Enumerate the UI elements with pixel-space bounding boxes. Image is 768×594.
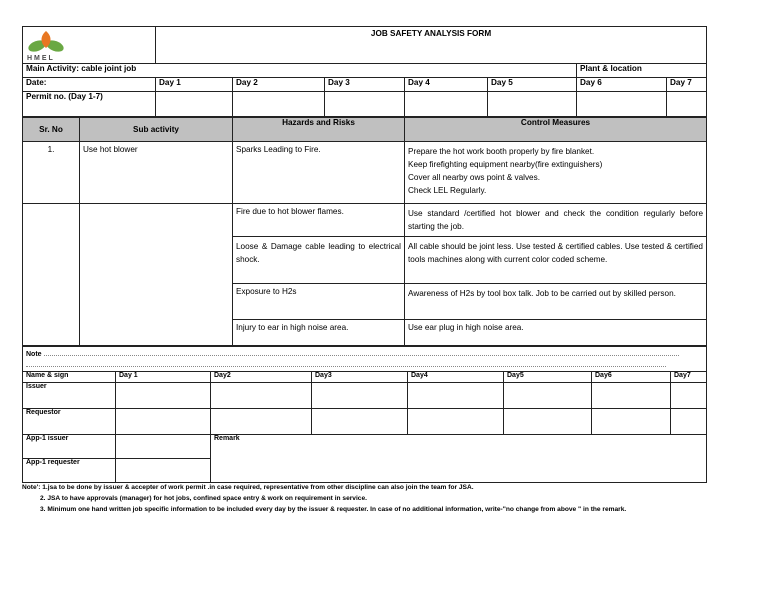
jsa-form xyxy=(22,26,706,483)
hazard-table xyxy=(22,117,707,346)
note-label: Note xyxy=(26,351,42,358)
sign-cell[interactable] xyxy=(671,409,707,435)
day-header: Day6 xyxy=(592,372,671,383)
control-cell: Use ear plug in high noise area. xyxy=(405,320,707,346)
permit-cell[interactable] xyxy=(233,92,325,117)
day-header: Day 1 xyxy=(156,78,233,92)
hazard-cell: Loose & Damage cable leading to electrical shock. xyxy=(233,237,405,284)
sign-cell[interactable] xyxy=(312,383,408,409)
sub-activity-cell xyxy=(80,204,233,346)
sign-cell[interactable] xyxy=(211,383,312,409)
day-header: Day7 xyxy=(671,372,707,383)
col-header-sr-no: Sr. No xyxy=(23,118,80,142)
sign-cell[interactable] xyxy=(211,409,312,435)
control-line: Cover all nearby ows point & valves. xyxy=(408,173,540,182)
day-header: Day5 xyxy=(504,372,592,383)
sr-no-cell: 1. xyxy=(23,142,80,204)
control-cell: Use standard /certified hot blower and check the condition regularly before starting the job. xyxy=(405,204,707,237)
app-issuer-label: App-1 issuer xyxy=(23,435,116,459)
control-cell: Awareness of H2s by tool box talk. Job to be carried out by skilled person. xyxy=(405,284,707,320)
hmel-logo-icon xyxy=(23,27,83,61)
sign-cell[interactable] xyxy=(408,383,504,409)
sign-cell[interactable] xyxy=(671,383,707,409)
footnote-line: Note': 1.jsa to be done by issuer & accepter of work permit .in case required, representative from other discipline can also join the team for JSA. xyxy=(22,484,474,491)
sign-cell[interactable] xyxy=(504,409,592,435)
sign-cell[interactable] xyxy=(312,409,408,435)
day-header: Day2 xyxy=(211,372,312,383)
note-area[interactable] xyxy=(23,347,707,372)
footnote-line: 3. Minimum one hand written job specific information to be included every day by the issuer & requester. In case of no additional information, write-"no change from above " in the remark. xyxy=(40,506,627,513)
day-header: Day 1 xyxy=(116,372,211,383)
footnote-line: 2. JSA to have approvals (manager) for hot jobs, confined space entry & work on requirement in service. xyxy=(40,495,367,502)
permit-cell[interactable] xyxy=(325,92,405,117)
signoff-table xyxy=(22,346,707,483)
permit-cell[interactable] xyxy=(156,92,233,117)
control-cell: All cable should be joint less. Use tested & certified cables. Use tested & certified tools machines along with current color coded scheme. xyxy=(405,237,707,284)
hazard-cell: Fire due to hot blower flames. xyxy=(233,204,405,237)
sign-cell[interactable] xyxy=(592,409,671,435)
col-header-controls: Control Measures xyxy=(405,118,707,142)
permit-cell[interactable] xyxy=(405,92,488,117)
permit-cell[interactable] xyxy=(667,92,707,117)
control-line: Check LEL Regularly. xyxy=(408,186,487,195)
logo-text: HMEL xyxy=(27,55,55,61)
col-header-hazards: Hazards and Risks xyxy=(233,118,405,142)
sign-cell[interactable] xyxy=(592,383,671,409)
name-sign-label: Name & sign xyxy=(23,372,116,383)
main-activity: Main Activity: cable joint job xyxy=(23,64,577,78)
sign-cell[interactable] xyxy=(116,409,211,435)
permit-cell[interactable] xyxy=(488,92,577,117)
form-title: JOB SAFETY ANALYSIS FORM xyxy=(156,27,707,64)
control-line: Keep firefighting equipment nearby(fire extinguishers) xyxy=(408,160,603,169)
header-table xyxy=(22,26,707,117)
plant-location-label: Plant & location xyxy=(577,64,707,78)
sign-cell[interactable] xyxy=(408,409,504,435)
day-header: Day 4 xyxy=(405,78,488,92)
issuer-label: Issuer xyxy=(23,383,116,409)
permit-label: Permit no. (Day 1-7) xyxy=(23,92,156,117)
day-header: Day 7 xyxy=(667,78,707,92)
day-header: Day4 xyxy=(408,372,504,383)
logo xyxy=(23,27,156,64)
footnotes xyxy=(22,482,722,515)
day-header: Day 6 xyxy=(577,78,667,92)
controls-cell xyxy=(405,142,707,204)
sub-activity-cell: Use hot blower xyxy=(80,142,233,204)
control-line: Prepare the hot work booth properly by fire blanket. xyxy=(408,147,595,156)
remark-label: Remark xyxy=(214,435,240,442)
permit-cell[interactable] xyxy=(577,92,667,117)
sr-no-cell xyxy=(23,204,80,346)
remark-area[interactable] xyxy=(211,435,707,483)
day-header: Day3 xyxy=(312,372,408,383)
day-header: Day 3 xyxy=(325,78,405,92)
requestor-label: Requestor xyxy=(23,409,116,435)
sign-cell[interactable] xyxy=(504,383,592,409)
hazard-cell: Exposure to H2s xyxy=(233,284,405,320)
sign-cell[interactable] xyxy=(116,383,211,409)
sign-cell[interactable] xyxy=(116,459,211,483)
col-header-sub-activity: Sub activity xyxy=(80,118,233,142)
date-label: Date: xyxy=(23,78,156,92)
sign-cell[interactable] xyxy=(116,435,211,459)
hazard-cell: Sparks Leading to Fire. xyxy=(233,142,405,204)
day-header: Day 5 xyxy=(488,78,577,92)
hazard-cell: Injury to ear in high noise area. xyxy=(233,320,405,346)
app-requester-label: App-1 requester xyxy=(23,459,116,483)
day-header: Day 2 xyxy=(233,78,325,92)
